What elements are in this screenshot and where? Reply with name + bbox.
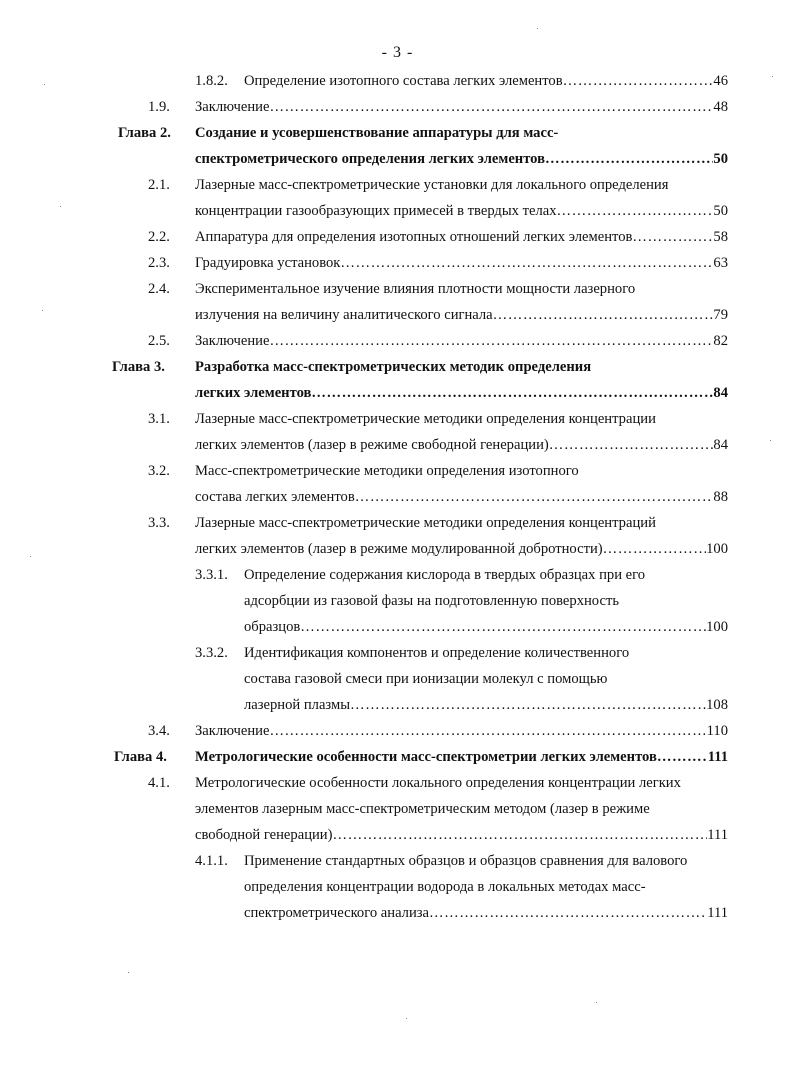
dot-leader	[563, 68, 714, 94]
toc-page-number: 100	[706, 541, 728, 557]
scan-speck	[42, 310, 43, 311]
toc-entry	[195, 848, 728, 926]
toc-entry-number: 3.3.2.	[195, 645, 228, 661]
dot-leader	[549, 432, 714, 458]
toc-entry	[114, 744, 728, 770]
toc-entry	[195, 562, 728, 640]
dot-leader	[269, 718, 706, 744]
dot-leader	[545, 146, 713, 172]
scan-speck	[770, 440, 771, 441]
dot-leader	[340, 250, 713, 276]
toc-page-number: 46	[713, 73, 728, 89]
toc-page-number: 84	[713, 385, 728, 401]
toc-entry	[148, 250, 728, 276]
toc-entry-title-line: лазерной плазмы	[244, 697, 351, 713]
scan-speck	[772, 76, 773, 77]
toc-entry-title-line: легких элементов (лазер в режиме модулированной добротности)	[195, 541, 603, 557]
toc-entry-title-line: Метрологические особенности локального определения концентрации легких	[195, 775, 681, 791]
toc-entry-number: Глава 3.	[112, 359, 165, 375]
toc-entry	[148, 94, 728, 120]
toc-entry-number: 3.1.	[148, 411, 170, 427]
toc-entry-number: 3.4.	[148, 723, 170, 739]
toc-entry	[148, 224, 728, 250]
toc-entry	[148, 406, 728, 458]
toc-entry-title-line: Определение содержания кислорода в твердых образцах при его	[244, 567, 646, 583]
toc-entry-title-line: излучения на величину аналитического сигнала	[195, 307, 493, 323]
toc-entry-title-line: Разработка масс-спектрометрических методик определения	[195, 359, 592, 375]
toc-entry-title-line: Лазерные масс-спектрометрические методики определения концентрации	[195, 411, 656, 427]
toc-entry-title-line: Идентификация компонентов и определение количественного	[244, 645, 630, 661]
dot-leader	[269, 328, 713, 354]
toc-entry-number: 4.1.1.	[195, 853, 228, 869]
toc-entry	[195, 68, 728, 94]
toc-entry-number: 2.1.	[148, 177, 170, 193]
toc-page-number: 100	[706, 619, 728, 635]
toc-entry-title-line: свободной генерации)	[195, 827, 333, 843]
toc-page-number: 111	[707, 905, 728, 921]
toc-page-number: 111	[707, 827, 728, 843]
toc-entry-title-line: спектрометрического анализа	[244, 905, 430, 921]
toc-entry-title-line: легких элементов	[195, 385, 312, 401]
toc-entry-title-line: Лазерные масс-спектрометрические методики определения концентраций	[195, 515, 656, 531]
toc-entry-title-line: состава легких элементов	[195, 489, 355, 505]
toc-entry	[148, 718, 728, 744]
toc-entry	[148, 770, 728, 848]
toc-entry-number: 2.3.	[148, 255, 170, 271]
dot-leader	[493, 302, 714, 328]
scan-speck	[44, 84, 45, 85]
toc-page-number: 84	[713, 437, 728, 453]
dot-leader	[429, 900, 707, 926]
toc-page-number: 111	[707, 749, 728, 765]
toc-entry-number: 2.4.	[148, 281, 170, 297]
dot-leader	[355, 484, 714, 510]
dot-leader	[603, 536, 706, 562]
toc-entry-title-line: Экспериментальное изучение влияния плотности мощности лазерного	[195, 281, 636, 297]
toc-page-number: 58	[713, 229, 728, 245]
toc-entry-title-line: Лазерные масс-спектрометрические установки для локального определения	[195, 177, 669, 193]
toc-entry-number: 3.2.	[148, 463, 170, 479]
dot-leader	[300, 614, 706, 640]
toc-page-number: 48	[713, 99, 728, 115]
dot-leader	[311, 380, 713, 406]
toc-entry-title-line: Создание и усовершенствование аппаратуры для масс-	[195, 125, 559, 141]
toc-page-number: 63	[713, 255, 728, 271]
scan-speck	[596, 1002, 597, 1003]
toc-entry	[148, 328, 728, 354]
toc-entry	[148, 276, 728, 328]
scan-speck	[128, 972, 129, 973]
toc-entry-number: 2.2.	[148, 229, 170, 245]
dot-leader	[332, 822, 707, 848]
toc-entry	[148, 172, 728, 224]
toc-entry-number: 3.3.	[148, 515, 170, 531]
toc-entry-number: Глава 4.	[114, 749, 167, 765]
toc-entry-title-line: Определение изотопного состава легких элементов	[244, 73, 563, 89]
scan-speck	[60, 206, 61, 207]
toc-entry-title-line: определения концентрации водорода в локальных методах масс-	[244, 879, 646, 895]
toc-entry-number: 1.8.2.	[195, 73, 228, 89]
toc-entry	[112, 354, 728, 406]
toc-entry-number: 3.3.1.	[195, 567, 228, 583]
toc-entry-title-line: спектрометрического определения легких элементов	[195, 151, 546, 167]
dot-leader	[657, 744, 708, 770]
toc-entry-title-line: Аппаратура для определения изотопных отношений легких элементов	[195, 229, 633, 245]
toc-entry-number: 2.5.	[148, 333, 170, 349]
toc-entry-number: Глава 2.	[118, 125, 171, 141]
page-number: - 3 -	[381, 44, 414, 61]
toc-entry-title-line: Заключение	[195, 333, 270, 349]
toc-entry-title-line: Градуировка установок	[195, 255, 341, 271]
dot-leader	[557, 198, 714, 224]
scan-speck	[406, 1018, 407, 1019]
scan-speck	[537, 28, 538, 29]
dot-leader	[632, 224, 713, 250]
toc-entry-title-line: образцов	[244, 619, 301, 635]
toc-page-number: 82	[713, 333, 728, 349]
toc-entry-title-line: Заключение	[195, 99, 270, 115]
toc-entry-title-line: элементов лазерным масс-спектрометрическим методом (лазер в режиме	[195, 801, 650, 817]
toc-entry-title-line: Масс-спектрометрические методики определения изотопного	[195, 463, 579, 479]
toc-entry-title-line: адсорбции из газовой фазы на подготовленную поверхность	[244, 593, 619, 609]
toc-entry-title-line: Заключение	[195, 723, 270, 739]
toc-entry-title-line: Применение стандартных образцов и образцов сравнения для валового	[244, 853, 688, 869]
toc-page-number: 50	[713, 151, 728, 167]
toc-entry-number: 4.1.	[148, 775, 170, 791]
dot-leader	[269, 94, 713, 120]
toc-entry-title-line: Метрологические особенности масс-спектрометрии легких элементов	[195, 749, 657, 765]
toc-entry	[148, 458, 728, 510]
toc-entry-title-line: состава газовой смеси при ионизации молекул с помощью	[244, 671, 608, 687]
toc-page-number: 50	[713, 203, 728, 219]
toc-page-number: 88	[713, 489, 728, 505]
toc-page-number: 110	[706, 723, 728, 739]
toc-entry	[148, 510, 728, 562]
toc-entry-title-line: легких элементов (лазер в режиме свободной генерации)	[195, 437, 549, 453]
toc-entry-number: 1.9.	[148, 99, 170, 115]
scan-speck	[30, 556, 31, 557]
dot-leader	[350, 692, 706, 718]
toc-page-number: 108	[706, 697, 728, 713]
toc-page-number: 79	[713, 307, 728, 323]
toc-entry-title-line: концентрации газообразующих примесей в твердых телах	[195, 203, 557, 219]
toc-entry	[118, 120, 728, 172]
toc-entry	[195, 640, 728, 718]
